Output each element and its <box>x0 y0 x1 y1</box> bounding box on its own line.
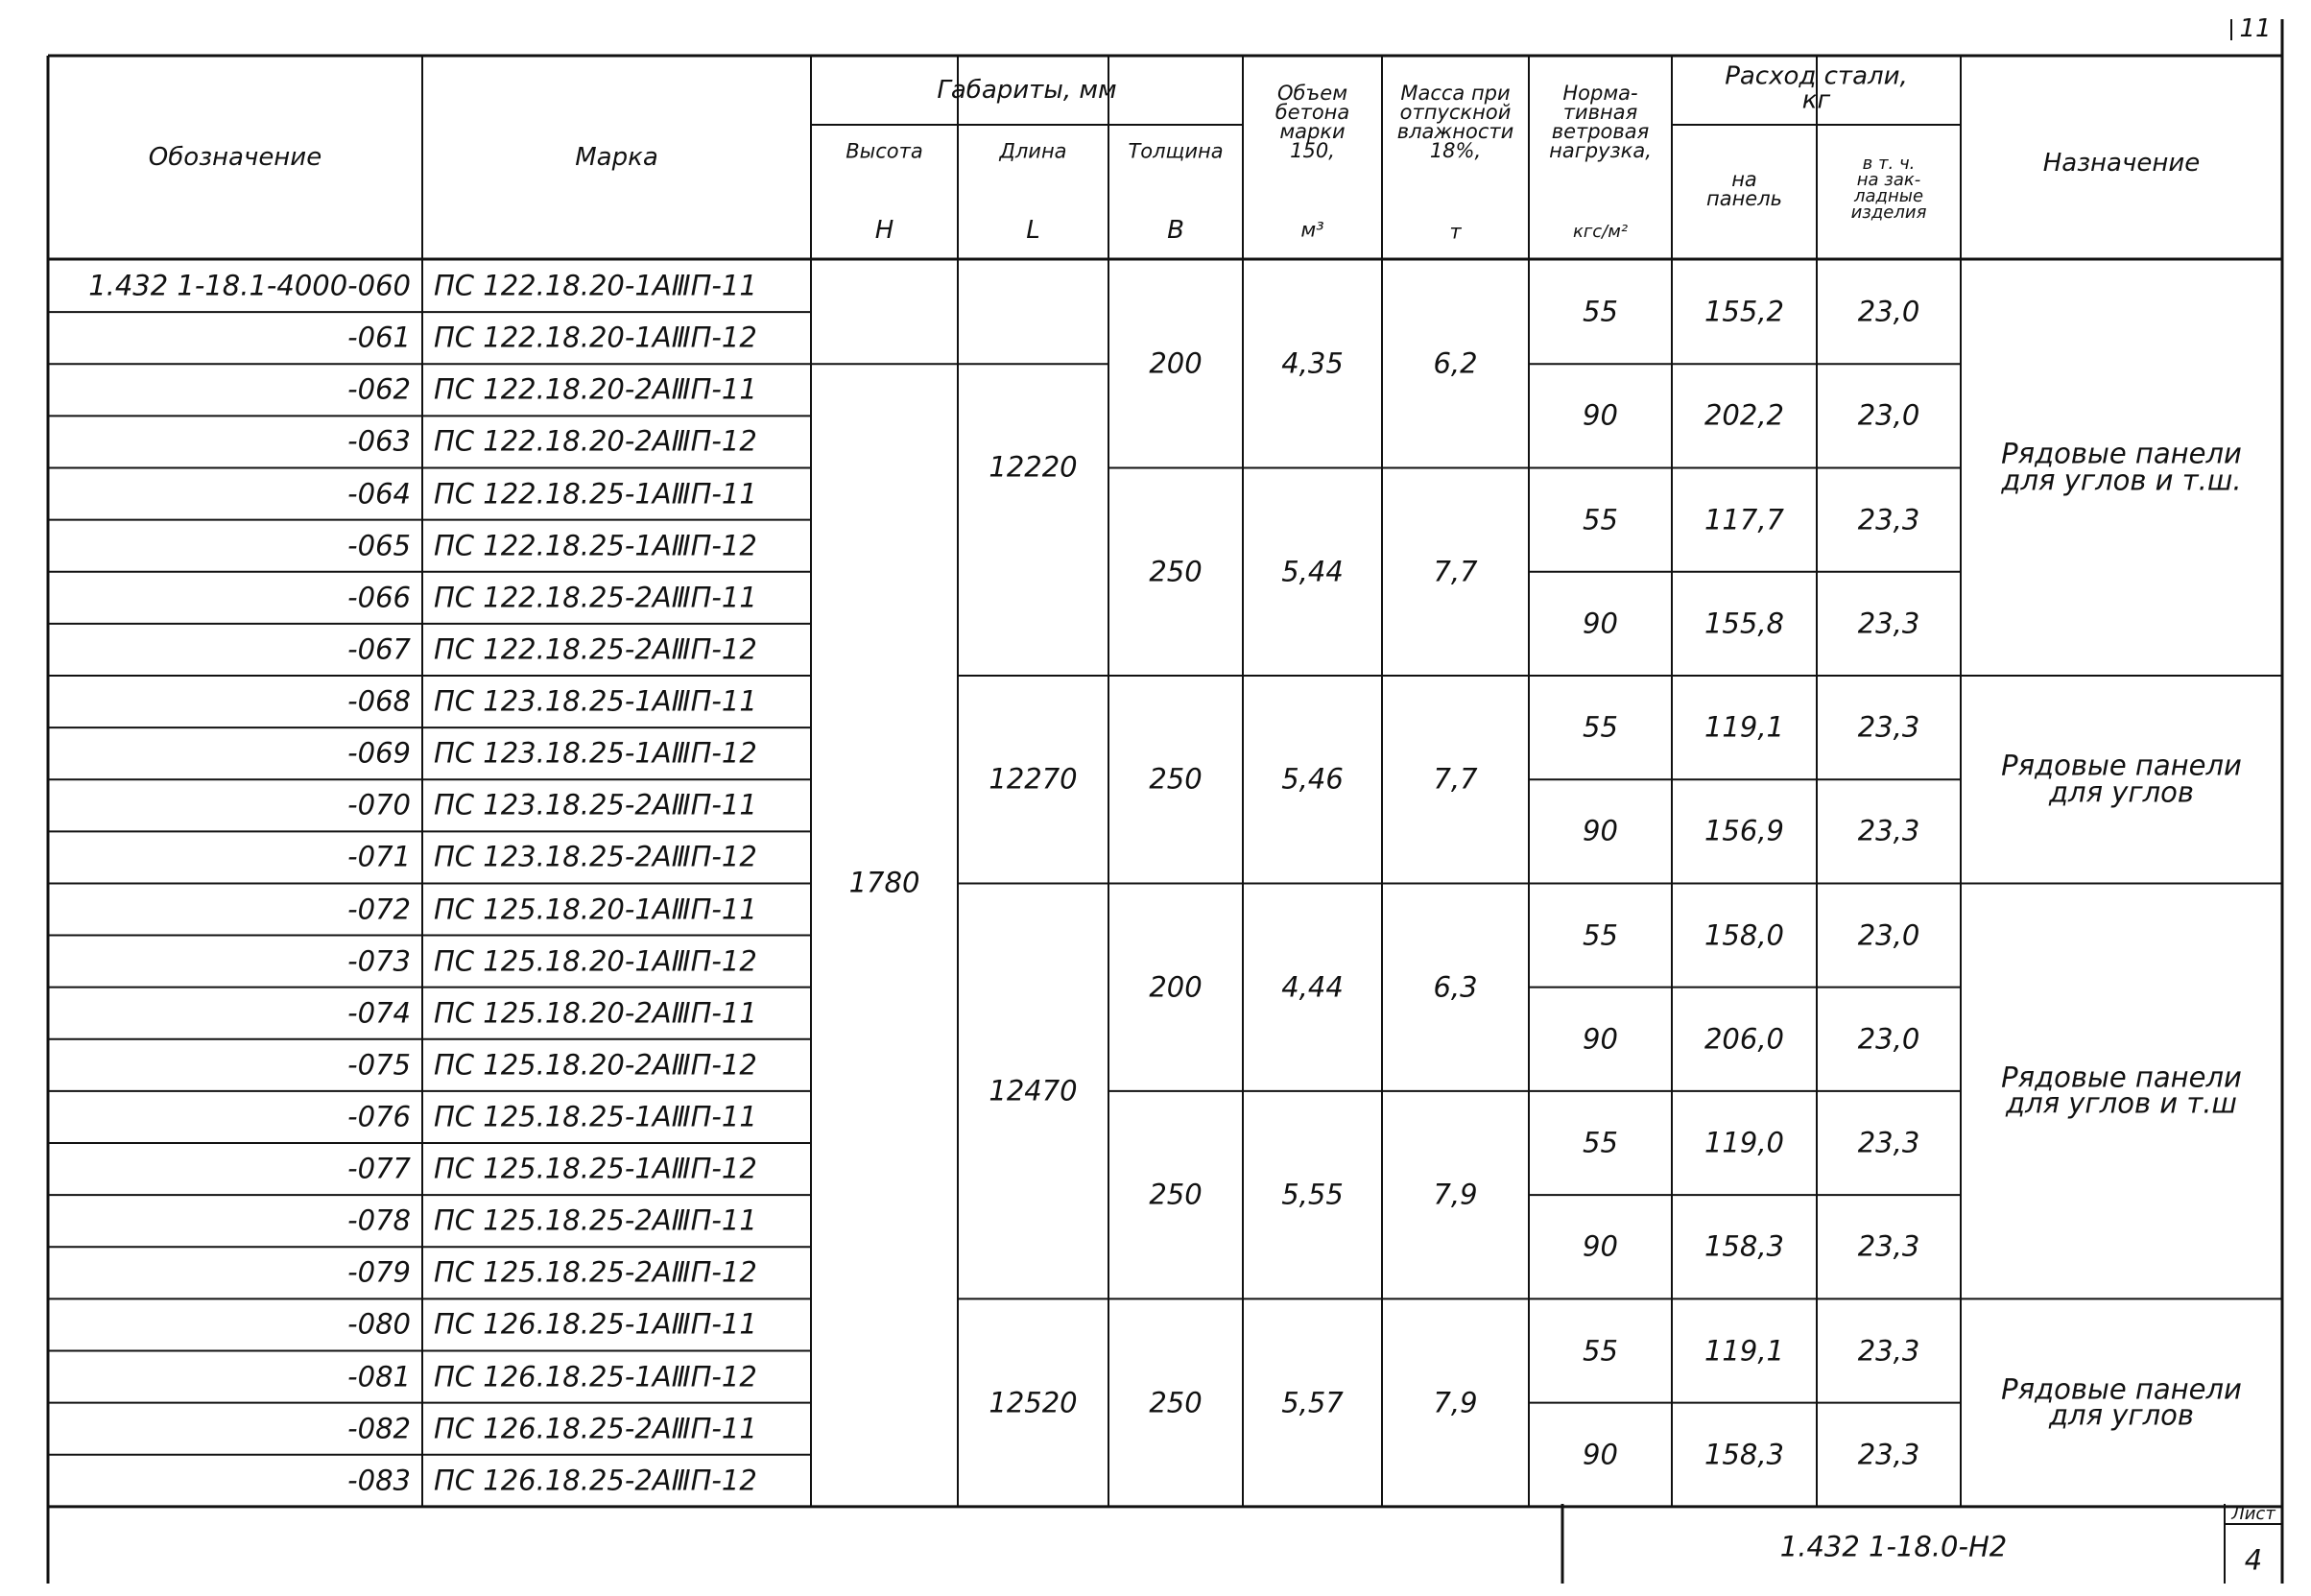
row-mark: ПС 123.18.25-2АⅢП-11 <box>434 788 757 822</box>
steel-embedded-value: 23,0 <box>1857 918 1920 952</box>
stamp-sheet-label: Лист <box>2231 1504 2275 1524</box>
row-designation: -072 <box>347 893 411 925</box>
header-height: Высота <box>846 139 923 163</box>
thickness-value: 200 <box>1149 970 1203 1004</box>
row-designation: -065 <box>347 529 411 562</box>
header-mass <box>1397 84 1514 161</box>
header-mass-line: Масса при <box>1400 82 1511 106</box>
row-mark: ПС 126.18.25-1АⅢП-12 <box>434 1360 757 1394</box>
header-steel-per-panel-line: панель <box>1705 187 1783 210</box>
header-steel-embedded-line: изделия <box>1850 202 1927 224</box>
wind-load-value: 90 <box>1583 1229 1618 1263</box>
volume-value: 5,57 <box>1281 1386 1344 1419</box>
row-mark: ПС 122.18.20-1АⅢП-11 <box>434 269 757 302</box>
length-value: 12520 <box>989 1386 1078 1419</box>
row-designation: -071 <box>347 840 411 873</box>
row-mark: ПС 122.18.20-2АⅢП-12 <box>434 424 757 458</box>
steel-embedded-value: 23,3 <box>1857 607 1920 640</box>
corner-number: 11 <box>2239 14 2272 43</box>
row-mark: ПС 125.18.20-1АⅢП-11 <box>434 893 757 925</box>
row-designation: 1.432 1-18.1-4000-060 <box>88 269 411 302</box>
stamp-code: 1.432 1-18.0-Н2 <box>1779 1530 2008 1563</box>
header-mass-line: влажности <box>1396 120 1514 143</box>
row-designation: -073 <box>347 944 411 978</box>
header-wind-load-line: тивная <box>1562 101 1638 125</box>
wind-load-value: 55 <box>1583 710 1618 744</box>
header-dimensions: Габариты, мм <box>937 76 1117 105</box>
header-wind-load-line: ветровая <box>1551 120 1650 143</box>
header-steel-group-line: Расход стали, <box>1725 61 1908 91</box>
header-wind-load-line: Норма- <box>1562 82 1638 106</box>
header-length-symbol: L <box>1026 216 1040 245</box>
row-mark: ПС 122.18.25-1АⅢП-12 <box>434 529 757 562</box>
header-concrete-volume-line: 150, <box>1290 138 1335 162</box>
steel-embedded-value: 23,3 <box>1857 1126 1920 1159</box>
row-designation: -083 <box>347 1464 411 1497</box>
steel-per-panel-value: 119,1 <box>1703 1334 1785 1368</box>
length-value: 12220 <box>989 450 1078 484</box>
row-mark: ПС 125.18.20-2АⅢП-12 <box>434 1048 757 1082</box>
header-mass-line: 18%, <box>1429 138 1482 162</box>
purpose-text <box>2001 437 2242 497</box>
row-designation: -077 <box>347 1152 411 1185</box>
purpose-text-line: Рядовые панели <box>2001 437 2242 470</box>
steel-embedded-value: 23,0 <box>1857 295 1920 328</box>
row-designation: -079 <box>347 1255 411 1289</box>
row-mark: ПС 122.18.20-2АⅢП-11 <box>434 372 757 406</box>
steel-embedded-value: 23,3 <box>1857 503 1920 536</box>
stamp-sheet-number: 4 <box>2244 1543 2263 1577</box>
wind-load-value: 55 <box>1583 918 1618 952</box>
header-purpose: Назначение <box>2042 149 2201 178</box>
header-length: Длина <box>999 139 1067 163</box>
header-mark: Марка <box>575 143 658 172</box>
purpose-text <box>2001 1372 2242 1432</box>
row-mark: ПС 123.18.25-1АⅢП-12 <box>434 736 757 770</box>
header-steel-embedded <box>1850 153 1927 224</box>
row-mark: ПС 126.18.25-2АⅢП-11 <box>434 1412 757 1445</box>
purpose-text-line: Рядовые панели <box>2001 749 2242 782</box>
volume-value: 5,55 <box>1281 1178 1344 1211</box>
thickness-value: 200 <box>1149 346 1203 380</box>
header-wind-load-line: нагрузка, <box>1549 138 1652 162</box>
purpose-text-line: для углов <box>2048 775 2195 809</box>
row-mark: ПС 123.18.25-1АⅢП-11 <box>434 684 757 718</box>
steel-embedded-value: 23,3 <box>1857 710 1920 744</box>
mass-value: 6,2 <box>1433 346 1478 380</box>
thickness-value: 250 <box>1149 762 1203 796</box>
wind-load-value: 90 <box>1583 814 1618 847</box>
wind-load-value: 55 <box>1583 1126 1618 1159</box>
row-mark: ПС 122.18.20-1АⅢП-12 <box>434 321 757 354</box>
purpose-text-line: для углов и т.ш. <box>2001 464 2242 497</box>
mass-value: 7,9 <box>1433 1178 1478 1211</box>
purpose-text-line: Рядовые панели <box>2001 1372 2242 1406</box>
header-steel-group-line: кг <box>1801 85 1831 114</box>
steel-per-panel-value: 158,3 <box>1703 1438 1785 1471</box>
row-designation: -066 <box>347 581 411 614</box>
row-designation: -068 <box>347 684 411 718</box>
volume-value: 4,35 <box>1281 346 1344 380</box>
steel-embedded-value: 23,3 <box>1857 1438 1920 1471</box>
wind-load-value: 90 <box>1583 1022 1618 1056</box>
row-mark: ПС 123.18.25-2АⅢП-12 <box>434 840 757 873</box>
row-designation: -061 <box>347 321 411 354</box>
row-mark: ПС 122.18.25-1АⅢП-11 <box>434 477 757 511</box>
header-height-symbol: H <box>874 216 894 245</box>
purpose-text <box>2001 749 2242 809</box>
row-mark: ПС 125.18.25-2АⅢП-11 <box>434 1203 757 1237</box>
header-wind-load <box>1549 84 1652 161</box>
header-steel-per-panel <box>1705 168 1783 210</box>
purpose-text <box>2001 1060 2242 1120</box>
wind-load-value: 55 <box>1583 503 1618 536</box>
purpose-text-line: для углов <box>2048 1398 2195 1432</box>
wind-load-value: 55 <box>1583 295 1618 328</box>
row-designation: -078 <box>347 1203 411 1237</box>
steel-per-panel-value: 158,3 <box>1703 1229 1785 1263</box>
steel-per-panel-value: 117,7 <box>1703 503 1785 536</box>
mass-value: 7,7 <box>1433 762 1478 796</box>
header-steel-embedded-line: в т. ч. <box>1862 153 1916 174</box>
steel-embedded-value: 23,3 <box>1857 814 1920 847</box>
wind-load-value: 90 <box>1583 1438 1618 1471</box>
header-concrete-volume-line: марки <box>1279 120 1346 143</box>
wind-load-value: 90 <box>1583 398 1618 432</box>
header-concrete-volume <box>1275 84 1350 161</box>
row-mark: ПС 126.18.25-2АⅢП-12 <box>434 1464 757 1497</box>
row-mark: ПС 125.18.25-1АⅢП-12 <box>434 1152 757 1185</box>
mass-value: 7,9 <box>1433 1386 1478 1419</box>
steel-embedded-value: 23,0 <box>1857 398 1920 432</box>
header-steel-per-panel-line: на <box>1731 168 1757 192</box>
header-concrete-volume-line: Объем <box>1276 82 1348 106</box>
header-thickness: Толщина <box>1128 139 1224 163</box>
header-steel-embedded-line: ладные <box>1853 186 1924 206</box>
row-mark: ПС 126.18.25-1АⅢП-11 <box>434 1307 757 1341</box>
mass-value: 6,3 <box>1433 970 1478 1004</box>
row-designation: -064 <box>347 477 411 511</box>
row-mark: ПС 122.18.25-2АⅢП-11 <box>434 581 757 614</box>
row-mark: ПС 122.18.25-2АⅢП-12 <box>434 632 757 666</box>
row-designation: -074 <box>347 996 411 1030</box>
row-designation: -067 <box>347 632 411 666</box>
mass-value: 7,7 <box>1433 555 1478 588</box>
length-value: 12470 <box>989 1074 1078 1108</box>
steel-per-panel-value: 119,1 <box>1703 710 1785 744</box>
header-mass-line: отпускной <box>1399 101 1512 125</box>
row-designation: -082 <box>347 1412 411 1445</box>
steel-per-panel-value: 202,2 <box>1703 398 1785 432</box>
row-mark: ПС 125.18.20-2АⅢП-11 <box>434 996 757 1030</box>
row-designation: -076 <box>347 1100 411 1133</box>
wind-load-value: 55 <box>1583 1334 1618 1368</box>
thickness-value: 250 <box>1149 555 1203 588</box>
header-designation: Обозначение <box>148 143 322 172</box>
steel-embedded-value: 23,3 <box>1857 1334 1920 1368</box>
steel-per-panel-value: 156,9 <box>1703 814 1785 847</box>
steel-embedded-value: 23,0 <box>1857 1022 1920 1056</box>
steel-per-panel-value: 155,8 <box>1703 607 1785 640</box>
header-steel-embedded-line: на зак- <box>1856 169 1921 190</box>
row-mark: ПС 125.18.25-1АⅢП-11 <box>434 1100 757 1133</box>
row-designation: -069 <box>347 736 411 770</box>
header-wind-load-unit: кгс/м² <box>1572 222 1629 242</box>
row-designation: -075 <box>347 1048 411 1082</box>
volume-value: 5,44 <box>1281 555 1344 588</box>
thickness-value: 250 <box>1149 1386 1203 1419</box>
wind-load-value: 90 <box>1583 607 1618 640</box>
height-value: 1780 <box>848 866 920 899</box>
volume-value: 4,44 <box>1281 970 1344 1004</box>
row-designation: -070 <box>347 788 411 822</box>
steel-per-panel-value: 206,0 <box>1703 1022 1785 1056</box>
header-volume-unit: м³ <box>1300 218 1324 242</box>
purpose-text-line: Рядовые панели <box>2001 1060 2242 1094</box>
header-steel-group <box>1725 61 1908 114</box>
row-designation: -062 <box>347 372 411 406</box>
header-thickness-symbol: B <box>1167 216 1184 245</box>
row-designation: -081 <box>347 1360 411 1394</box>
row-mark: ПС 125.18.20-1АⅢП-12 <box>434 944 757 978</box>
steel-embedded-value: 23,3 <box>1857 1229 1920 1263</box>
header-mass-unit: т <box>1449 220 1462 244</box>
header-concrete-volume-line: бетона <box>1275 101 1350 125</box>
steel-per-panel-value: 155,2 <box>1703 295 1785 328</box>
row-designation: -080 <box>347 1307 411 1341</box>
thickness-value: 250 <box>1149 1178 1203 1211</box>
steel-per-panel-value: 158,0 <box>1703 918 1785 952</box>
row-mark: ПС 125.18.25-2АⅢП-12 <box>434 1255 757 1289</box>
volume-value: 5,46 <box>1281 762 1344 796</box>
row-designation: -063 <box>347 424 411 458</box>
steel-per-panel-value: 119,0 <box>1703 1126 1785 1159</box>
length-value: 12270 <box>989 762 1078 796</box>
purpose-text-line: для углов и т.ш <box>2006 1086 2237 1120</box>
